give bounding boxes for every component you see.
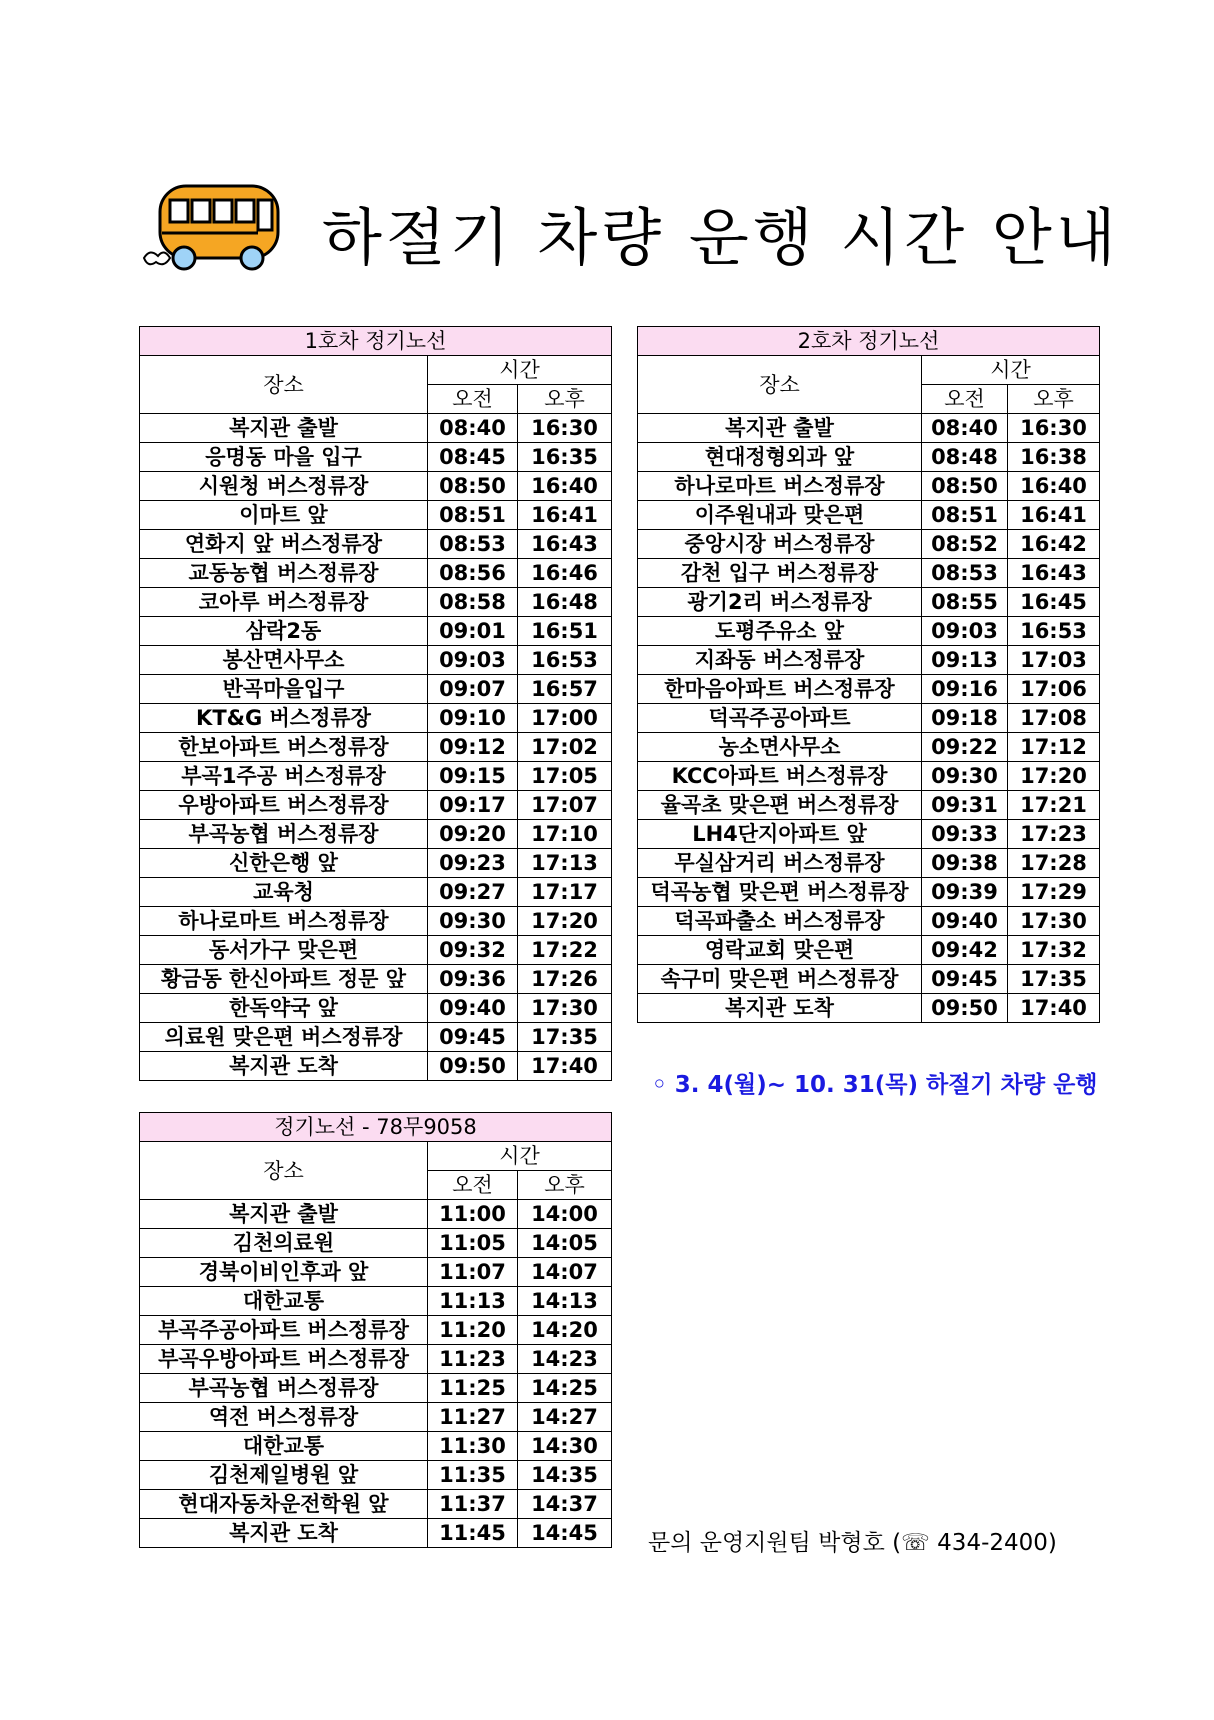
cell-pm: 17:03 — [1008, 646, 1100, 675]
cell-pm: 14:23 — [518, 1345, 612, 1374]
table-row — [638, 965, 1100, 994]
table-row — [140, 791, 612, 820]
cell-pm: 17:26 — [518, 965, 612, 994]
cell-am: 09:13 — [922, 646, 1008, 675]
table-row — [140, 907, 612, 936]
cell-pm: 14:30 — [518, 1432, 612, 1461]
cell-pm: 17:12 — [1008, 733, 1100, 762]
cell-pm: 17:28 — [1008, 849, 1100, 878]
cell-place: 덕곡파출소 버스정류장 — [638, 907, 922, 936]
cell-place: 동서가구 맞은편 — [140, 936, 428, 965]
cell-place: 부곡주공아파트 버스정류장 — [140, 1316, 428, 1345]
cell-pm: 16:35 — [518, 443, 612, 472]
cell-am: 11:20 — [428, 1316, 518, 1345]
cell-pm: 14:25 — [518, 1374, 612, 1403]
cell-place: 응명동 마을 입구 — [140, 443, 428, 472]
time-header: 시간 — [428, 1142, 612, 1171]
cell-pm: 17:40 — [518, 1052, 612, 1081]
cell-am: 09:10 — [428, 704, 518, 733]
route1-title: 1호차 정기노선 — [140, 327, 612, 356]
table-row — [140, 1519, 612, 1548]
cell-am: 09:39 — [922, 878, 1008, 907]
route2-title: 2호차 정기노선 — [638, 327, 1100, 356]
cell-place: 복지관 도착 — [140, 1052, 428, 1081]
table-row — [638, 733, 1100, 762]
route3-table — [139, 1112, 612, 1548]
cell-pm: 16:46 — [518, 559, 612, 588]
cell-pm: 17:02 — [518, 733, 612, 762]
table-row — [140, 820, 612, 849]
contact-phone: 434-2400 — [937, 1530, 1048, 1556]
cell-place: 부곡농협 버스정류장 — [140, 1374, 428, 1403]
cell-am: 08:51 — [428, 501, 518, 530]
cell-place: 대한교통 — [140, 1432, 428, 1461]
cell-place: 부곡우방아파트 버스정류장 — [140, 1345, 428, 1374]
cell-place: 복지관 도착 — [638, 994, 922, 1023]
cell-place: 코아루 버스정류장 — [140, 588, 428, 617]
cell-am: 09:03 — [922, 617, 1008, 646]
cell-am: 11:00 — [428, 1200, 518, 1229]
cell-place: 덕곡농협 맞은편 버스정류장 — [638, 878, 922, 907]
table-row — [638, 501, 1100, 530]
table-row — [140, 472, 612, 501]
table-row — [140, 762, 612, 791]
cell-pm: 14:05 — [518, 1229, 612, 1258]
time-header: 시간 — [922, 356, 1100, 385]
cell-pm: 16:41 — [518, 501, 612, 530]
table-row — [638, 994, 1100, 1023]
table-row — [638, 443, 1100, 472]
cell-am: 09:38 — [922, 849, 1008, 878]
cell-place: 시원청 버스정류장 — [140, 472, 428, 501]
cell-place: 연화지 앞 버스정류장 — [140, 530, 428, 559]
cell-pm: 17:00 — [518, 704, 612, 733]
table-row — [140, 443, 612, 472]
cell-place: 도평주유소 앞 — [638, 617, 922, 646]
cell-am: 08:53 — [922, 559, 1008, 588]
cell-place: 복지관 도착 — [140, 1519, 428, 1548]
cell-pm: 14:13 — [518, 1287, 612, 1316]
cell-pm: 17:35 — [1008, 965, 1100, 994]
table-row — [638, 791, 1100, 820]
route2-table — [637, 326, 1100, 1023]
cell-pm: 16:57 — [518, 675, 612, 704]
cell-am: 09:23 — [428, 849, 518, 878]
cell-pm: 14:07 — [518, 1258, 612, 1287]
cell-am: 11:35 — [428, 1461, 518, 1490]
cell-place: 현대자동차운전학원 앞 — [140, 1490, 428, 1519]
am-header: 오전 — [428, 385, 518, 414]
table-row — [140, 1287, 612, 1316]
cell-pm: 17:22 — [518, 936, 612, 965]
cell-place: 역전 버스정류장 — [140, 1403, 428, 1432]
cell-pm: 17:06 — [1008, 675, 1100, 704]
table-row — [140, 530, 612, 559]
table-row — [140, 501, 612, 530]
cell-am: 09:20 — [428, 820, 518, 849]
table-row — [638, 936, 1100, 965]
cell-am: 08:52 — [922, 530, 1008, 559]
table-row — [140, 1403, 612, 1432]
cell-pm: 16:45 — [1008, 588, 1100, 617]
cell-pm: 16:51 — [518, 617, 612, 646]
table-row — [140, 1432, 612, 1461]
cell-am: 11:30 — [428, 1432, 518, 1461]
cell-pm: 16:43 — [1008, 559, 1100, 588]
cell-am: 09:40 — [922, 907, 1008, 936]
cell-pm: 14:20 — [518, 1316, 612, 1345]
cell-pm: 14:00 — [518, 1200, 612, 1229]
table-row — [140, 1316, 612, 1345]
cell-pm: 17:23 — [1008, 820, 1100, 849]
am-header: 오전 — [428, 1171, 518, 1200]
cell-place: 덕곡주공아파트 — [638, 704, 922, 733]
cell-place: 봉산면사무소 — [140, 646, 428, 675]
cell-place: 중앙시장 버스정류장 — [638, 530, 922, 559]
cell-pm: 17:30 — [518, 994, 612, 1023]
table-row — [140, 994, 612, 1023]
cell-pm: 17:17 — [518, 878, 612, 907]
cell-am: 08:45 — [428, 443, 518, 472]
phone-icon: ☏ — [901, 1530, 930, 1556]
table-row — [638, 704, 1100, 733]
cell-pm: 16:43 — [518, 530, 612, 559]
cell-place: 현대정형외과 앞 — [638, 443, 922, 472]
cell-pm: 17:35 — [518, 1023, 612, 1052]
cell-am: 08:55 — [922, 588, 1008, 617]
cell-am: 09:22 — [922, 733, 1008, 762]
cell-pm: 17:13 — [518, 849, 612, 878]
cell-am: 09:45 — [922, 965, 1008, 994]
table-row — [140, 1461, 612, 1490]
cell-place: 복지관 출발 — [140, 414, 428, 443]
cell-place: 율곡초 맞은편 버스정류장 — [638, 791, 922, 820]
page-title: 하절기 차량 운행 시간 안내 — [322, 201, 1120, 274]
cell-pm: 16:38 — [1008, 443, 1100, 472]
cell-pm: 17:40 — [1008, 994, 1100, 1023]
cell-place: 한독약국 앞 — [140, 994, 428, 1023]
table-row — [638, 472, 1100, 501]
cell-am: 09:03 — [428, 646, 518, 675]
cell-place: 반곡마을입구 — [140, 675, 428, 704]
route1-table — [139, 326, 612, 1081]
cell-place: 영락교회 맞은편 — [638, 936, 922, 965]
cell-am: 09:42 — [922, 936, 1008, 965]
cell-pm: 16:30 — [1008, 414, 1100, 443]
cell-place: 대한교통 — [140, 1287, 428, 1316]
cell-pm: 16:40 — [1008, 472, 1100, 501]
cell-am: 08:40 — [922, 414, 1008, 443]
cell-am: 09:36 — [428, 965, 518, 994]
table-row — [638, 762, 1100, 791]
cell-am: 08:48 — [922, 443, 1008, 472]
cell-pm: 14:45 — [518, 1519, 612, 1548]
cell-am: 09:01 — [428, 617, 518, 646]
table-row — [638, 588, 1100, 617]
cell-place: 부곡농협 버스정류장 — [140, 820, 428, 849]
table-row — [638, 849, 1100, 878]
cell-place: LH4단지아파트 앞 — [638, 820, 922, 849]
cell-place: 하나로마트 버스정류장 — [638, 472, 922, 501]
cell-pm: 17:08 — [1008, 704, 1100, 733]
cell-am: 09:33 — [922, 820, 1008, 849]
cell-am: 11:05 — [428, 1229, 518, 1258]
table-row — [140, 1052, 612, 1081]
cell-place: 경북이비인후과 앞 — [140, 1258, 428, 1287]
table-row — [638, 414, 1100, 443]
title-row — [140, 178, 1120, 288]
cell-pm: 17:20 — [1008, 762, 1100, 791]
table-row — [140, 588, 612, 617]
cell-place: 감천 입구 버스정류장 — [638, 559, 922, 588]
cell-am: 09:30 — [428, 907, 518, 936]
cell-pm: 16:30 — [518, 414, 612, 443]
operation-period-note: ◦ 3. 4(월)~ 10. 31(목) 하절기 차량 운행 — [652, 1072, 1098, 1098]
place-header: 장소 — [638, 356, 922, 414]
cell-pm: 14:35 — [518, 1461, 612, 1490]
place-header: 장소 — [140, 356, 428, 414]
cell-am: 09:27 — [428, 878, 518, 907]
table-row — [638, 530, 1100, 559]
cell-place: 이주원내과 맞은편 — [638, 501, 922, 530]
table-row — [140, 878, 612, 907]
cell-place: 한마음아파트 버스정류장 — [638, 675, 922, 704]
cell-place: 김천제일병원 앞 — [140, 1461, 428, 1490]
cell-am: 11:13 — [428, 1287, 518, 1316]
cell-am: 11:27 — [428, 1403, 518, 1432]
table-row — [140, 733, 612, 762]
contact-suffix: ) — [1047, 1530, 1057, 1556]
table-row — [140, 559, 612, 588]
cell-place: 부곡1주공 버스정류장 — [140, 762, 428, 791]
cell-pm: 17:32 — [1008, 936, 1100, 965]
cell-am: 09:50 — [428, 1052, 518, 1081]
table-row — [638, 646, 1100, 675]
table-row — [140, 849, 612, 878]
cell-am: 08:40 — [428, 414, 518, 443]
time-header: 시간 — [428, 356, 612, 385]
cell-place: 교육청 — [140, 878, 428, 907]
cell-am: 08:51 — [922, 501, 1008, 530]
cell-am: 09:16 — [922, 675, 1008, 704]
table-row — [140, 414, 612, 443]
cell-place: 농소면사무소 — [638, 733, 922, 762]
cell-place: 지좌동 버스정류장 — [638, 646, 922, 675]
cell-place: 복지관 출발 — [140, 1200, 428, 1229]
cell-place: 신한은행 앞 — [140, 849, 428, 878]
table-row — [638, 907, 1100, 936]
cell-am: 08:53 — [428, 530, 518, 559]
cell-pm: 17:29 — [1008, 878, 1100, 907]
pm-header: 오후 — [518, 385, 612, 414]
cell-am: 08:56 — [428, 559, 518, 588]
cell-pm: 16:48 — [518, 588, 612, 617]
cell-am: 08:50 — [428, 472, 518, 501]
cell-pm: 17:10 — [518, 820, 612, 849]
cell-place: 광기2리 버스정류장 — [638, 588, 922, 617]
cell-am: 09:50 — [922, 994, 1008, 1023]
cell-pm: 17:20 — [518, 907, 612, 936]
route3-title: 정기노선 - 78무9058 — [140, 1113, 612, 1142]
cell-am: 11:37 — [428, 1490, 518, 1519]
cell-pm: 16:53 — [1008, 617, 1100, 646]
table-row — [140, 1490, 612, 1519]
table-row — [638, 820, 1100, 849]
cell-pm: 16:53 — [518, 646, 612, 675]
cell-place: 우방아파트 버스정류장 — [140, 791, 428, 820]
table-row — [140, 1229, 612, 1258]
cell-place: 하나로마트 버스정류장 — [140, 907, 428, 936]
table-row — [140, 1258, 612, 1287]
cell-place: KT&G 버스정류장 — [140, 704, 428, 733]
cell-am: 11:45 — [428, 1519, 518, 1548]
cell-pm: 17:05 — [518, 762, 612, 791]
table-row — [140, 936, 612, 965]
table-row — [140, 675, 612, 704]
cell-place: 복지관 출발 — [638, 414, 922, 443]
cell-place: 김천의료원 — [140, 1229, 428, 1258]
cell-place: 의료원 맞은편 버스정류장 — [140, 1023, 428, 1052]
cell-am: 08:58 — [428, 588, 518, 617]
pm-header: 오후 — [1008, 385, 1100, 414]
cell-am: 09:32 — [428, 936, 518, 965]
cell-am: 08:50 — [922, 472, 1008, 501]
cell-am: 09:45 — [428, 1023, 518, 1052]
cell-pm: 14:27 — [518, 1403, 612, 1432]
cell-am: 11:25 — [428, 1374, 518, 1403]
cell-place: 한보아파트 버스정류장 — [140, 733, 428, 762]
table-row — [638, 617, 1100, 646]
cell-place: 교동농협 버스정류장 — [140, 559, 428, 588]
cell-am: 09:12 — [428, 733, 518, 762]
cell-am: 09:31 — [922, 791, 1008, 820]
table-row — [140, 1345, 612, 1374]
cell-am: 09:30 — [922, 762, 1008, 791]
cell-place: 무실삼거리 버스정류장 — [638, 849, 922, 878]
table-row — [140, 965, 612, 994]
cell-pm: 16:42 — [1008, 530, 1100, 559]
cell-place: 이마트 앞 — [140, 501, 428, 530]
cell-place: 속구미 맞은편 버스정류장 — [638, 965, 922, 994]
cell-pm: 17:30 — [1008, 907, 1100, 936]
table-row — [140, 1200, 612, 1229]
table-row — [140, 1023, 612, 1052]
table-row — [638, 559, 1100, 588]
cell-pm: 16:40 — [518, 472, 612, 501]
cell-pm: 16:41 — [1008, 501, 1100, 530]
cell-place: 황금동 한신아파트 정문 앞 — [140, 965, 428, 994]
cell-am: 11:07 — [428, 1258, 518, 1287]
table-row — [140, 704, 612, 733]
contact-info — [648, 1524, 1057, 1557]
cell-am: 09:07 — [428, 675, 518, 704]
cell-am: 09:18 — [922, 704, 1008, 733]
cell-place: 삼락2동 — [140, 617, 428, 646]
cell-am: 09:40 — [428, 994, 518, 1023]
contact-prefix: 문의 운영지원팀 박형호 ( — [648, 1530, 902, 1556]
bus-icon — [140, 178, 290, 273]
table-row — [638, 878, 1100, 907]
am-header: 오전 — [922, 385, 1008, 414]
cell-am: 11:23 — [428, 1345, 518, 1374]
table-row — [638, 675, 1100, 704]
cell-pm: 17:07 — [518, 791, 612, 820]
table-row — [140, 617, 612, 646]
cell-place: KCC아파트 버스정류장 — [638, 762, 922, 791]
cell-am: 09:15 — [428, 762, 518, 791]
table-row — [140, 646, 612, 675]
cell-pm: 14:37 — [518, 1490, 612, 1519]
table-row — [140, 1374, 612, 1403]
cell-am: 09:17 — [428, 791, 518, 820]
cell-pm: 17:21 — [1008, 791, 1100, 820]
place-header: 장소 — [140, 1142, 428, 1200]
pm-header: 오후 — [518, 1171, 612, 1200]
